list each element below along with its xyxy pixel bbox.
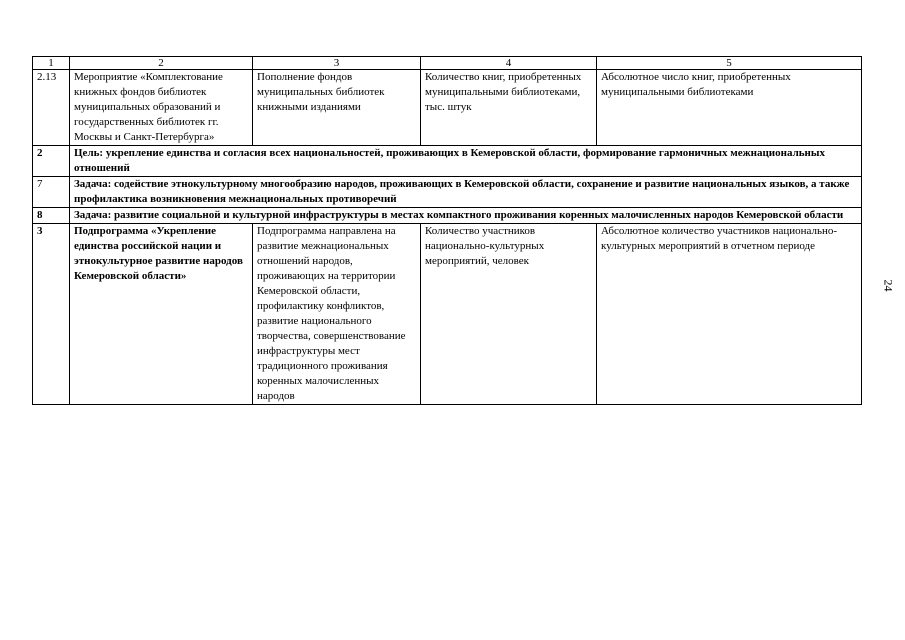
subprogram-description: Подпрограмма направлена на развитие межнациональных отношений народов, проживающих на территории Кемеровской области, профилактику конфликтов, развитие национального творчества, совершенствование инфраструктуры мест традиционного проживания коренных малочисленных народов (253, 224, 421, 405)
task-text: Задача: содействие этнокультурному многообразию народов, проживающих в Кемеровской области, сохранение и развитие национальных языков, а также профилактика возникновения межнациональных противоречий (70, 177, 862, 208)
table-row-goal (33, 146, 862, 177)
page-number: 24 (881, 279, 896, 292)
table-row-task-8 (33, 208, 862, 224)
table-header-row (33, 57, 862, 70)
indicator-name: Количество книг, приобретенных муниципальными библиотеками, тыс. штук (421, 70, 597, 146)
indicators-table (32, 56, 862, 405)
header-cell-1: 1 (33, 57, 70, 70)
task-text: Задача: развитие социальной и культурной инфраструктуры в местах компактного проживания коренных малочисленных народов Кемеровской области (70, 208, 862, 224)
row-number: 3 (33, 224, 70, 405)
header-cell-2: 2 (70, 57, 253, 70)
table-row-task-7 (33, 177, 862, 208)
row-number: 8 (33, 208, 70, 224)
table-row-2-13 (33, 70, 862, 146)
indicator-name: Количество участников национально-культурных мероприятий, человек (421, 224, 597, 405)
goal-text: Цель: укрепление единства и согласия всех национальностей, проживающих в Кемеровской области, формирование гармоничных межнациональных отношений (70, 146, 862, 177)
measure-description: Пополнение фондов муниципальных библиотек книжными изданиями (253, 70, 421, 146)
row-number: 2 (33, 146, 70, 177)
table-row-subprogram-3 (33, 224, 862, 405)
row-number: 7 (33, 177, 70, 208)
header-cell-3: 3 (253, 57, 421, 70)
indicator-method: Абсолютное количество участников национально-культурных мероприятий в отчетном периоде (597, 224, 862, 405)
header-cell-4: 4 (421, 57, 597, 70)
header-cell-5: 5 (597, 57, 862, 70)
indicator-method: Абсолютное число книг, приобретенных муниципальными библиотеками (597, 70, 862, 146)
subprogram-name: Подпрограмма «Укрепление единства российской нации и этнокультурное развитие народов Кемеровской области» (70, 224, 253, 405)
measure-name: Мероприятие «Комплектование книжных фондов библиотек муниципальных образований и государственных библиотек гг. Москвы и Санкт-Петербурга» (70, 70, 253, 146)
row-number: 2.13 (33, 70, 70, 146)
